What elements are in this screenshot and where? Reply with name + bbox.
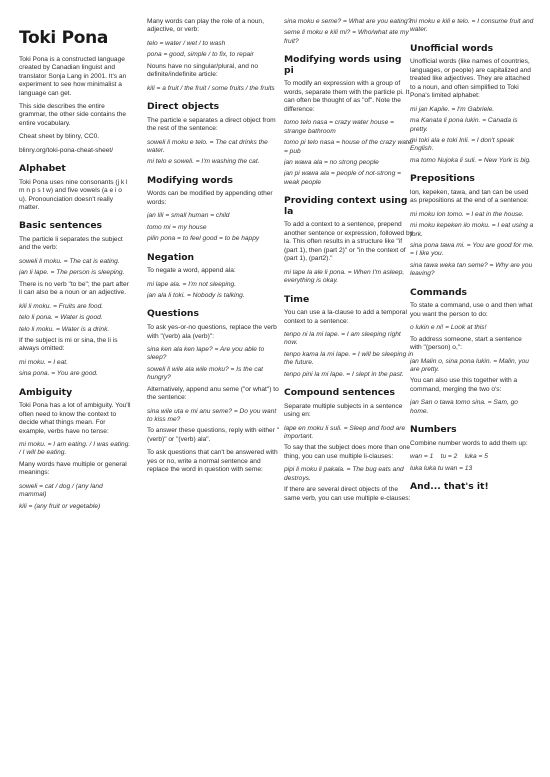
- unofficial-text: Unofficial words (like names of countries, languages, or people) are capitalized and treated like adjectives. They are attached to a noun, and often simplified to Toki Pona's limited alphabet:: [410, 58, 531, 100]
- example: jan ala li toki. = Nobody is talking.: [147, 292, 245, 300]
- example: mi toki ala e toki Inli. = I don't speak English.: [410, 136, 515, 153]
- example: soweli li moku. = The cat is eating.: [19, 257, 120, 265]
- commands-text: To state a command, use o and then what you want the person to do:: [410, 302, 533, 318]
- compound-sentences-heading: Compound sentences: [284, 387, 395, 399]
- commands-text-2: To address someone, start a sentence with "(person) o,":: [410, 335, 522, 352]
- questions-heading: Questions: [147, 308, 199, 320]
- ambiguity-text: Toki Pona has a lot of ambiguity. You'll often need to know the context to decide what things mean. For example, verbs have no tense:: [19, 402, 131, 435]
- example: sina moku e seme? = What are you eating?: [284, 18, 412, 25]
- compound-text-2: To say that the subject does more than one thing, you can use multiple li-clauses:: [284, 444, 411, 460]
- negation-heading: Negation: [147, 251, 195, 263]
- questions-text-3: To answer these questions, reply with either "(verb)" or "(verb) ala".: [147, 427, 280, 443]
- example: telo li pona. = Water is good.: [19, 314, 103, 322]
- numbers-heading: Numbers: [410, 424, 457, 436]
- ambiguity-text-2: Many words have multiple or general meanings:: [19, 460, 127, 477]
- modifying-pi-text: To modify an expression with a group of words, separate them with the particle pi. It can often be thought of as "of". Note the difference:: [284, 80, 410, 113]
- example: mi moku kepeken ilo moku. = I eat using a fork.: [410, 222, 534, 238]
- example: sina pona. = You are good.: [19, 370, 98, 378]
- modifying-pi-heading: Modifying words using pi: [284, 54, 402, 76]
- questions-text: To ask yes-or-no questions, replace the verb with "(verb) ala (verb)":: [147, 324, 277, 340]
- example: ma tomo Nujoka li suli. = New York is big.: [410, 156, 531, 164]
- column-2: [147, 18, 282, 777]
- example: mi moku. = I am eating. / I was eating. / I will be eating.: [19, 441, 131, 457]
- column-3: [284, 18, 414, 777]
- basic-text-3: If the subject is mi or sina, the li is always omitted:: [19, 336, 118, 353]
- example: tenpo kama la mi lape. = I will be sleeping in the future.: [284, 350, 414, 367]
- example: ma Kanata li pona lukin. = Canada is pretty.: [410, 117, 518, 133]
- example: tenpo pini la mi lape. = I slept in the past.: [284, 370, 404, 378]
- questions-text-2: Alternatively, append anu seme ("or what") to the sentence:: [147, 385, 279, 402]
- example: kili = (any fruit or vegetable): [19, 502, 101, 510]
- example: soweli li wile ala wile moku? = Is the cat hungry?: [147, 365, 263, 382]
- example: sina wile uta e mi anu seme? = Do you want to kiss me?: [147, 407, 277, 423]
- example: soweli = cat / dog / (any land mammal): [19, 482, 103, 499]
- example: jan Malin o, sina pona lukin. = Malin, you are pretty.: [410, 357, 529, 373]
- basic-text-2: There is no verb "to be"; the part after li can also be a noun or an adjective.: [19, 280, 129, 297]
- nouns-text: Nouns have no singular/plural, and no definite/indefinite article:: [147, 62, 259, 79]
- example: kili = a fruit / the fruit / some fruits / the fruits: [147, 84, 275, 92]
- time-heading: Time: [284, 293, 310, 305]
- commands-heading: Commands: [410, 286, 467, 298]
- intro-text-2: This side describes the entire grammar, the other side contains the entire vocabulary.: [19, 102, 127, 127]
- example: jan wawa ala = no strong people: [284, 158, 379, 166]
- example: kili li moku. = Fruits are food.: [19, 302, 104, 310]
- example: mi moku lon tomo. = I eat in the house.: [410, 210, 524, 218]
- example: mi moku e kili e telo. = I consume fruit and water.: [410, 18, 534, 34]
- example: mi moku. = I eat.: [19, 358, 68, 366]
- example: tenpo ni la mi lape. = I am sleeping right now.: [284, 330, 401, 347]
- example: jan San o tawa tomo sina. = Sam, go home.: [410, 399, 518, 415]
- example: pona = good, simple / to fix, to repair: [147, 51, 254, 59]
- example: mi telo e soweli. = I'm washing the cat.: [147, 158, 260, 166]
- example: tomo pi telo nasa = house of the crazy water = pub: [284, 139, 414, 155]
- example: telo li moku. = Water is a drink.: [19, 325, 110, 333]
- example: pipi li moku li pakala. = The bug eats and destroys.: [284, 466, 404, 482]
- example: sina tawa weka tan seme? = Why are you leaving?: [410, 261, 533, 278]
- example: jan pi wawa ala = people of not-strong = weak people: [284, 170, 401, 186]
- intro-text: Toki Pona is a constructed language created by Canadian linguist and translator Sonja Lang in 2001. It's an experiment to see how minimalist a language can get.: [19, 55, 127, 97]
- basic-sentences-heading: Basic sentences: [19, 220, 103, 232]
- time-text: You can use a la-clause to add a temporal context to a sentence:: [284, 309, 407, 325]
- modifying-words-heading: Modifying words: [147, 174, 234, 186]
- roles-text: Many words can play the role of a noun, adjective, or verb:: [147, 18, 264, 34]
- basic-text: The particle li separates the subject and the verb:: [19, 236, 123, 252]
- negation-text: To negate a word, append ala:: [147, 267, 236, 275]
- closing-heading: And... that's it!: [410, 481, 489, 493]
- column-1: [19, 10, 131, 777]
- direct-objects-text: The particle e separates a direct object from the rest of the sentence:: [147, 116, 276, 133]
- example: jan li lape. = The person is sleeping.: [19, 269, 125, 277]
- modifying-text: Words can be modified by appending other words:: [147, 190, 273, 206]
- context-text: To add a context to a sentence, prepend another sentence or expression, followed by la. This often results in a structure like "if (part 1), then (part 2)" or "in the context of (part 1), (part2).": [284, 221, 414, 263]
- alphabet-text: Toki Pona uses nine consonants (j k l m n p s t w) and five vowels (a e i o u). Pronounciation doesn't really matter.: [19, 178, 128, 212]
- source-url: blinry.org/toki-pona-cheat-sheet/: [19, 146, 114, 154]
- questions-text-4: To ask questions that can't be answered with yes or no, write a normal sentence and replace the word in question with seme:: [147, 449, 278, 474]
- direct-objects-heading: Direct objects: [147, 101, 220, 113]
- unofficial-words-heading: Unofficial words: [410, 42, 494, 54]
- credit-text: Cheat sheet by blinry, CC0.: [19, 133, 100, 141]
- ambiguity-heading: Ambiguity: [19, 386, 73, 398]
- example: tomo mi = my house: [147, 223, 207, 231]
- example: mi lape ala. = I'm not sleeping.: [147, 280, 237, 288]
- example: mi lape la ale li pona. = When I'm asleep, everything is okay.: [284, 268, 405, 285]
- example: pilin pona = to feel good = to be happy: [147, 235, 260, 243]
- compound-text: Separate multiple subjects in a sentence using en:: [284, 402, 403, 419]
- example: o lukin e ni! = Look at this!: [410, 324, 487, 332]
- example: wan = 1 tu = 2 luka = 5: [410, 453, 488, 461]
- example: luka luka tu wan = 13: [410, 464, 473, 472]
- prepositions-heading: Prepositions: [410, 173, 475, 185]
- example: telo = water / wet / to wash: [147, 39, 226, 47]
- compound-text-3: If there are several direct objects of the same verb, you can use multiple e-clauses:: [284, 486, 411, 502]
- commands-text-3: You can also use this together with a command, merging the two o's:: [410, 377, 518, 393]
- example: soweli li moku e telo. = The cat drinks the water.: [147, 138, 268, 154]
- column-4: [410, 18, 535, 777]
- prepositions-text: lon, kepeken, tawa, and tan can be used as prepositions at the end of a sentence:: [410, 188, 529, 205]
- example: jan lili = small human = child: [147, 212, 230, 220]
- example: tomo telo nasa = crazy water house = strange bathroom: [284, 119, 394, 135]
- example: lape en moku li suli. = Sleep and food are important.: [284, 424, 406, 441]
- example: sina pona tawa mi. = You are good for me. = I like you.: [410, 242, 534, 258]
- example: seme li moku e kili mi? = Who/what ate my fruit?: [284, 29, 409, 45]
- page-title: Toki Pona: [19, 28, 109, 48]
- example: mi jan Kapile. = I'm Gabriele.: [410, 105, 495, 113]
- context-la-heading: Providing context using la: [284, 195, 408, 217]
- example: sina ken ala ken lape? = Are you able to sleep?: [147, 345, 265, 362]
- alphabet-heading: Alphabet: [19, 163, 66, 175]
- numbers-text: Combine number words to add them up:: [410, 439, 528, 447]
